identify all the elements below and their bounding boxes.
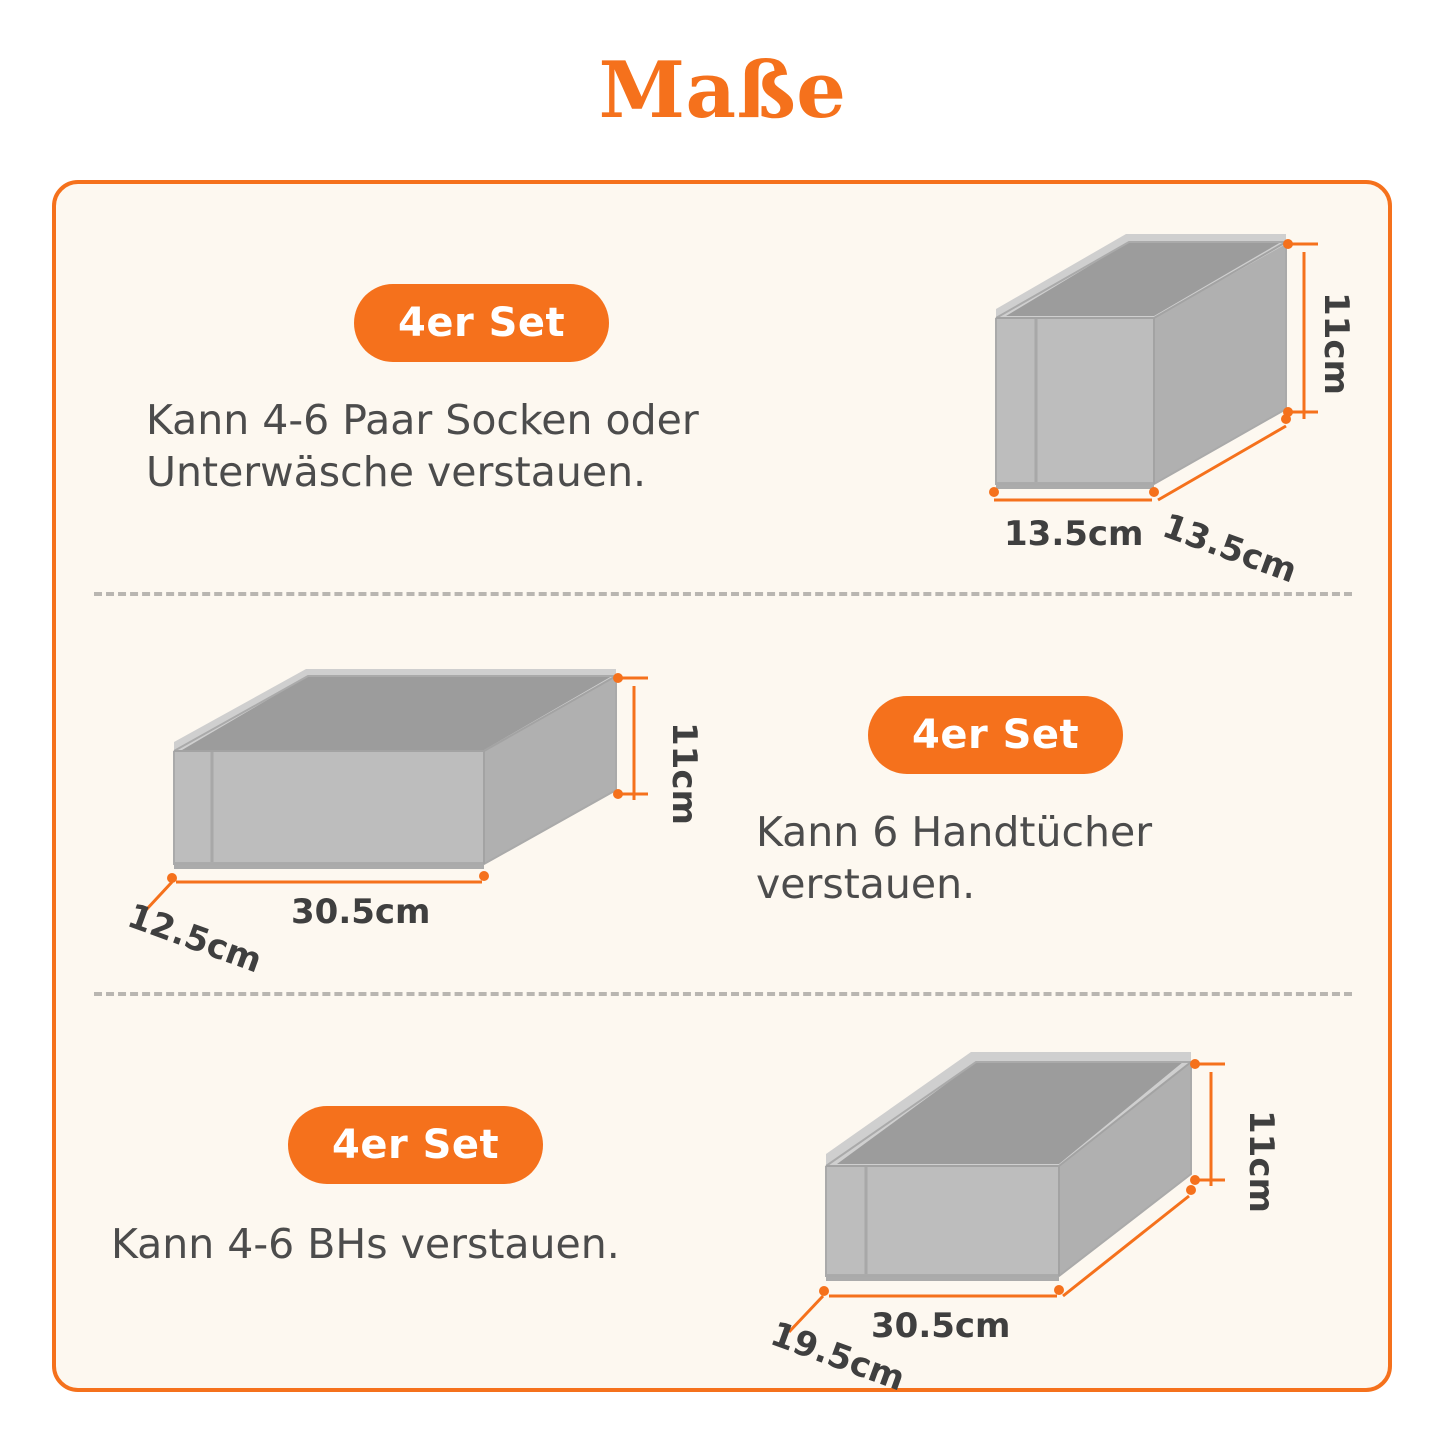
badge-set-3: 4er Set bbox=[288, 1106, 543, 1184]
page-title: Maße bbox=[598, 45, 847, 136]
long-box-width-label: 30.5cm bbox=[291, 892, 431, 932]
wide-box-illustration bbox=[765, 1014, 1331, 1400]
badge-set-1: 4er Set bbox=[354, 284, 609, 362]
badge-set-2: 4er Set bbox=[868, 696, 1123, 774]
long-box-height-label: 11cm bbox=[664, 722, 704, 825]
wide-box-depth-label: 19.5cm bbox=[765, 1314, 911, 1400]
description-3: Kann 4-6 BHs verstauen. bbox=[111, 1220, 620, 1268]
cube-depth-label: 13.5cm bbox=[1004, 514, 1144, 554]
cube-box-illustration bbox=[886, 214, 1356, 592]
cube-width-label: 13.5cm bbox=[1157, 506, 1303, 592]
wide-box-height-label: 11cm bbox=[1241, 1110, 1281, 1213]
dimensions-panel bbox=[52, 180, 1392, 1400]
cube-height-label: 11cm bbox=[1316, 292, 1356, 395]
long-narrow-box-illustration bbox=[116, 614, 704, 982]
row-divider bbox=[94, 992, 1352, 996]
long-box-depth-label: 12.5cm bbox=[122, 896, 268, 982]
description-1: Kann 4-6 Paar Socken oder Unterwäsche verstauen. bbox=[146, 396, 699, 497]
wide-box-width-label: 30.5cm bbox=[871, 1306, 1011, 1346]
description-2: Kann 6 Handtücher verstauen. bbox=[756, 808, 1153, 909]
